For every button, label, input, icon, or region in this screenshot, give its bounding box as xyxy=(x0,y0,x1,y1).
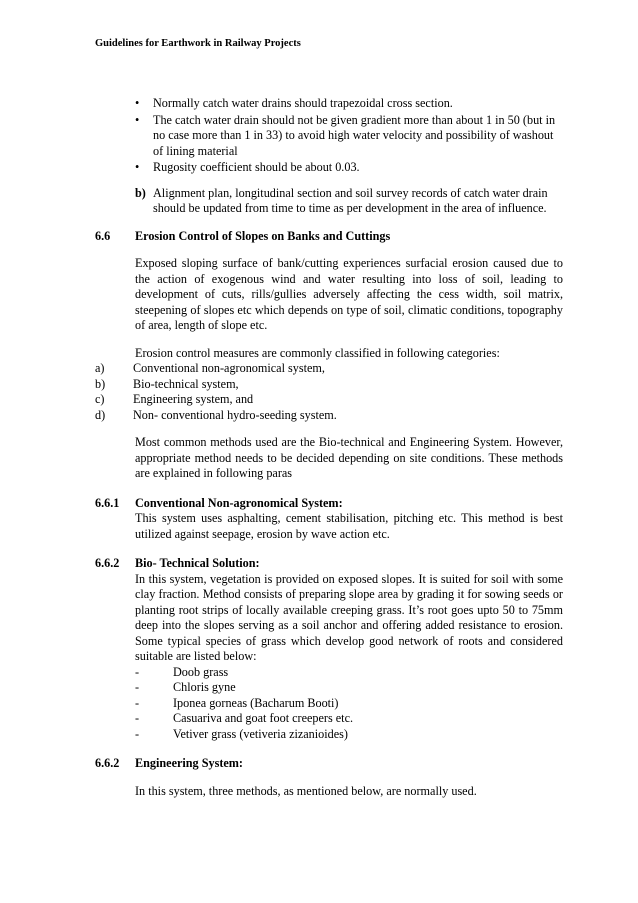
section-number: 6.6.2 xyxy=(95,756,120,770)
paragraph-b-text: Alignment plan, longitudinal section and soil survey records of catch water drain should be updated from time to time as per development in the area of influence. xyxy=(153,185,548,215)
section-title: Engineering System: xyxy=(135,756,243,770)
section-6-6-1 xyxy=(95,496,563,543)
paragraph-b xyxy=(135,186,563,217)
list-item: - Casuariva and goat foot creepers etc. xyxy=(135,711,354,725)
list-item: b) Bio-technical system, xyxy=(95,376,239,391)
list-item: c) Engineering system, and xyxy=(95,392,254,406)
grass-species-list xyxy=(135,665,563,743)
document-body xyxy=(95,96,563,799)
list-item: - Iponea gorneas (Bacharum Booti) xyxy=(135,695,339,710)
section-title: Bio- Technical Solution: xyxy=(135,556,260,570)
section-6-6-paragraph-1: Exposed sloping surface of bank/cutting experiences surfacial erosion caused due to the action of exogenous wind and water resulting into loss of soil, leading to development of cuts, rills/gullies adversely affecting the cess width, soil matrix, steepening of slopes etc which depends on type of soil, climatic conditions, topography of area, length of slope etc. xyxy=(135,256,563,332)
section-title: Conventional Non-agronomical System: xyxy=(135,495,343,510)
section-6-6-2-bio xyxy=(95,556,563,742)
list-item: - Doob grass xyxy=(135,664,229,679)
bullet-item: • Normally catch water drains should trapezoidal cross section. xyxy=(95,96,563,112)
section-6-6-intro: Erosion control measures are commonly classified in following categories: xyxy=(135,345,500,360)
section-title: Erosion Control of Slopes on Banks and Cuttings xyxy=(135,228,391,243)
list-item: - Vetiver grass (vetiveria zizanioides) xyxy=(135,726,348,741)
list-item: - Chloris gyne xyxy=(135,680,236,694)
section-6-6-paragraph-3: Most common methods used are the Bio-technical and Engineering System. However, appropriate method needs to be decided depending on site conditions. These methods are explained in following paras xyxy=(135,435,563,480)
running-header: Guidelines for Earthwork in Railway Projects xyxy=(95,38,301,49)
erosion-categories-list xyxy=(95,361,563,423)
section-text: This system uses asphalting, cement stabilisation, pitching etc. This method is best utilized against seepage, erosion by wave action etc. xyxy=(135,511,563,541)
list-item: a) Conventional non-agronomical system, xyxy=(95,361,325,375)
section-text: In this system, three methods, as mentioned below, are normally used. xyxy=(135,783,477,798)
section-6-6-heading xyxy=(95,229,563,245)
section-text: In this system, vegetation is provided on exposed slopes. It is suited for soil with some clay fraction. Method consists of preparing slope area by grading it for sowing seeds or planting root strips of locally available creeping grass. It’s root goes upto 50 to 75mm deep into the slopes serving as a soil anchor and offering added resistance to erosion. Some typical species of grass which develop good network of roots and considered suitable are listed below: xyxy=(135,571,563,663)
list-item: d) Non- conventional hydro-seeding system. xyxy=(95,407,337,422)
section-6-6-2-engineering xyxy=(95,756,563,799)
bullet-item: • Rugosity coefficient should be about 0.03. xyxy=(95,160,563,176)
catch-drain-bullets xyxy=(95,96,563,176)
section-number: 6.6.2 xyxy=(95,556,120,570)
section-number: 6.6 xyxy=(95,228,111,243)
bullet-item: • The catch water drain should not be given gradient more than about 1 in 50 (but in no case more than 1 in 33) to avoid high water velocity and possibility of washout of lining material xyxy=(95,113,563,160)
section-number: 6.6.1 xyxy=(95,495,120,510)
paragraph-b-label: b) xyxy=(135,185,146,200)
